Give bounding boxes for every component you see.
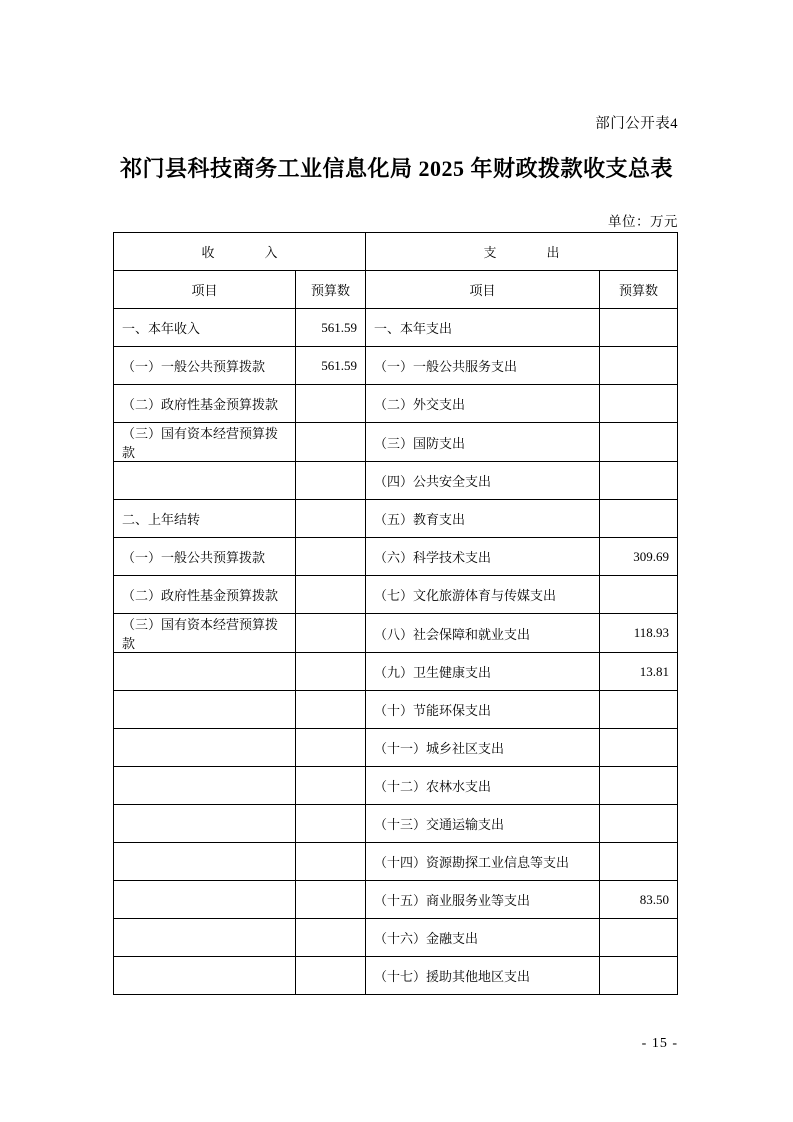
expense-item-cell: （十二）农林水支出 bbox=[366, 767, 600, 805]
expense-item-cell: （十七）援助其他地区支出 bbox=[366, 957, 600, 995]
income-item-cell bbox=[114, 843, 296, 881]
expense-amount-header: 预算数 bbox=[600, 271, 678, 309]
table-group-header-row bbox=[114, 233, 678, 271]
expense-amount-cell bbox=[600, 767, 678, 805]
income-item-cell: （二）政府性基金预算拨款 bbox=[114, 576, 296, 614]
table-row bbox=[114, 500, 678, 538]
expense-item-header: 项目 bbox=[366, 271, 600, 309]
expense-item-cell: （十五）商业服务业等支出 bbox=[366, 881, 600, 919]
expense-item-cell: （二）外交支出 bbox=[366, 385, 600, 423]
expense-amount-cell bbox=[600, 423, 678, 462]
income-item-cell bbox=[114, 805, 296, 843]
expense-amount-cell: 13.81 bbox=[600, 653, 678, 691]
table-row bbox=[114, 919, 678, 957]
income-item-cell: （一）一般公共预算拨款 bbox=[114, 347, 296, 385]
income-amount-cell bbox=[296, 957, 366, 995]
document-tag: 部门公开表4 bbox=[595, 116, 678, 132]
income-item-cell: （二）政府性基金预算拨款 bbox=[114, 385, 296, 423]
expense-amount-cell: 118.93 bbox=[600, 614, 678, 653]
income-item-cell bbox=[114, 729, 296, 767]
table-row bbox=[114, 309, 678, 347]
expense-item-cell: （五）教育支出 bbox=[366, 500, 600, 538]
income-amount-cell bbox=[296, 919, 366, 957]
income-item-cell bbox=[114, 653, 296, 691]
expense-item-cell: 一、本年支出 bbox=[366, 309, 600, 347]
page-number: - 15 - bbox=[641, 1036, 678, 1051]
budget-table bbox=[113, 232, 678, 995]
expense-amount-cell bbox=[600, 691, 678, 729]
income-item-cell bbox=[114, 957, 296, 995]
expense-item-cell: （十六）金融支出 bbox=[366, 919, 600, 957]
expense-item-cell: （三）国防支出 bbox=[366, 423, 600, 462]
income-amount-cell bbox=[296, 729, 366, 767]
table-row bbox=[114, 614, 678, 653]
table-row bbox=[114, 881, 678, 919]
expense-amount-cell bbox=[600, 805, 678, 843]
table-row bbox=[114, 538, 678, 576]
income-amount-cell bbox=[296, 385, 366, 423]
income-item-cell bbox=[114, 767, 296, 805]
income-amount-cell bbox=[296, 538, 366, 576]
table-row bbox=[114, 691, 678, 729]
income-amount-cell bbox=[296, 653, 366, 691]
income-amount-cell bbox=[296, 500, 366, 538]
income-item-cell bbox=[114, 462, 296, 500]
income-item-cell bbox=[114, 691, 296, 729]
income-amount-cell bbox=[296, 614, 366, 653]
income-amount-cell bbox=[296, 423, 366, 462]
expense-item-cell: （四）公共安全支出 bbox=[366, 462, 600, 500]
expense-group-header: 支 出 bbox=[366, 233, 678, 271]
table-row bbox=[114, 423, 678, 462]
table-row bbox=[114, 957, 678, 995]
expense-item-cell: （八）社会保障和就业支出 bbox=[366, 614, 600, 653]
expense-item-cell: （十）节能环保支出 bbox=[366, 691, 600, 729]
income-amount-cell: 561.59 bbox=[296, 309, 366, 347]
income-amount-header: 预算数 bbox=[296, 271, 366, 309]
income-amount-cell bbox=[296, 881, 366, 919]
expense-amount-cell: 309.69 bbox=[600, 538, 678, 576]
table-row bbox=[114, 653, 678, 691]
table-row bbox=[114, 462, 678, 500]
income-amount-cell bbox=[296, 805, 366, 843]
table-row bbox=[114, 347, 678, 385]
table-row bbox=[114, 843, 678, 881]
income-item-cell: （三）国有资本经营预算拨款 bbox=[114, 614, 296, 653]
income-item-header: 项目 bbox=[114, 271, 296, 309]
table-sub-header-row bbox=[114, 271, 678, 309]
expense-amount-cell bbox=[600, 347, 678, 385]
table-row bbox=[114, 805, 678, 843]
expense-amount-cell bbox=[600, 500, 678, 538]
income-group-header: 收 入 bbox=[114, 233, 366, 271]
income-amount-cell bbox=[296, 691, 366, 729]
income-amount-cell bbox=[296, 843, 366, 881]
expense-amount-cell bbox=[600, 919, 678, 957]
expense-item-cell: （十四）资源勘探工业信息等支出 bbox=[366, 843, 600, 881]
income-amount-cell bbox=[296, 462, 366, 500]
income-amount-cell bbox=[296, 767, 366, 805]
expense-amount-cell bbox=[600, 576, 678, 614]
income-item-cell bbox=[114, 919, 296, 957]
table-row bbox=[114, 767, 678, 805]
income-amount-cell: 561.59 bbox=[296, 347, 366, 385]
expense-item-cell: （一）一般公共服务支出 bbox=[366, 347, 600, 385]
expense-amount-cell bbox=[600, 957, 678, 995]
expense-item-cell: （九）卫生健康支出 bbox=[366, 653, 600, 691]
table-row bbox=[114, 385, 678, 423]
expense-item-cell: （十三）交通运输支出 bbox=[366, 805, 600, 843]
expense-amount-cell bbox=[600, 309, 678, 347]
expense-amount-cell: 83.50 bbox=[600, 881, 678, 919]
expense-amount-cell bbox=[600, 385, 678, 423]
unit-label: 单位：万元 bbox=[608, 214, 678, 229]
expense-item-cell: （六）科学技术支出 bbox=[366, 538, 600, 576]
expense-item-cell: （七）文化旅游体育与传媒支出 bbox=[366, 576, 600, 614]
expense-amount-cell bbox=[600, 462, 678, 500]
income-item-cell: （一）一般公共预算拨款 bbox=[114, 538, 296, 576]
income-item-cell bbox=[114, 881, 296, 919]
income-amount-cell bbox=[296, 576, 366, 614]
table-row bbox=[114, 576, 678, 614]
page-title: 祁门县科技商务工业信息化局 2025 年财政拨款收支总表 bbox=[119, 156, 673, 181]
expense-amount-cell bbox=[600, 843, 678, 881]
income-item-cell: 二、上年结转 bbox=[114, 500, 296, 538]
income-item-cell: （三）国有资本经营预算拨款 bbox=[114, 423, 296, 462]
expense-item-cell: （十一）城乡社区支出 bbox=[366, 729, 600, 767]
expense-amount-cell bbox=[600, 729, 678, 767]
income-item-cell: 一、本年收入 bbox=[114, 309, 296, 347]
table-row bbox=[114, 729, 678, 767]
